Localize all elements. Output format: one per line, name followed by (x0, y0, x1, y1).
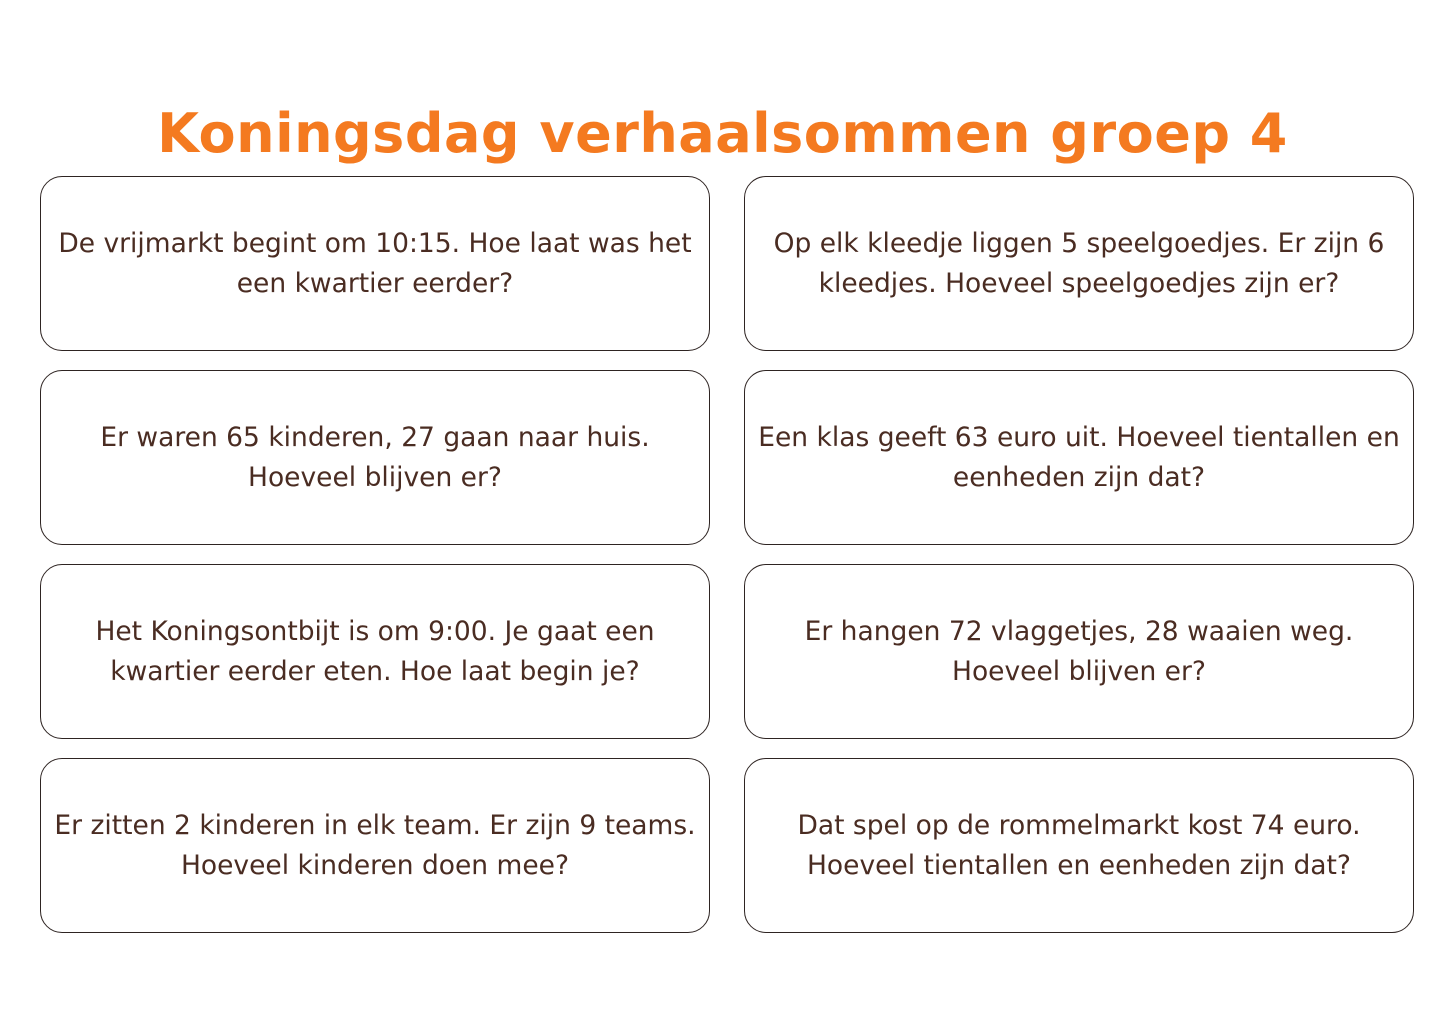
word-problem-card-3 (40, 370, 710, 545)
word-problem-card-2 (744, 176, 1414, 351)
word-problem-card-1 (40, 176, 710, 351)
word-problem-grid (40, 176, 1415, 933)
word-problem-text: Er hangen 72 vlaggetjes, 28 waaien weg. Hoeveel blijven er? (804, 615, 1354, 687)
word-problem-text: Een klas geeft 63 euro uit. Hoeveel tientallen en eenheden zijn dat? (758, 421, 1400, 493)
word-problem-card-5 (40, 564, 710, 739)
word-problem-card-6 (744, 564, 1414, 739)
word-problem-card-8 (744, 758, 1414, 933)
word-problem-text: De vrijmarkt begint om 10:15. Hoe laat was het een kwartier eerder? (58, 227, 692, 299)
word-problem-card-7 (40, 758, 710, 933)
word-problem-text: Er zitten 2 kinderen in elk team. Er zijn 9 teams. Hoeveel kinderen doen mee? (54, 809, 696, 881)
word-problem-text: Dat spel op de rommelmarkt kost 74 euro. Hoeveel tientallen en eenheden zijn dat? (797, 809, 1361, 881)
page-title: Koningsdag verhaalsommen groep 4 (157, 102, 1288, 166)
word-problem-text: Het Koningsontbijt is om 9:00. Je gaat een kwartier eerder eten. Hoe laat begin je? (95, 615, 655, 687)
word-problem-card-4 (744, 370, 1414, 545)
word-problem-text: Op elk kleedje liggen 5 speelgoedjes. Er zijn 6 kleedjes. Hoeveel speelgoedjes zijn er? (773, 227, 1385, 299)
word-problem-text: Er waren 65 kinderen, 27 gaan naar huis. Hoeveel blijven er? (100, 421, 650, 493)
